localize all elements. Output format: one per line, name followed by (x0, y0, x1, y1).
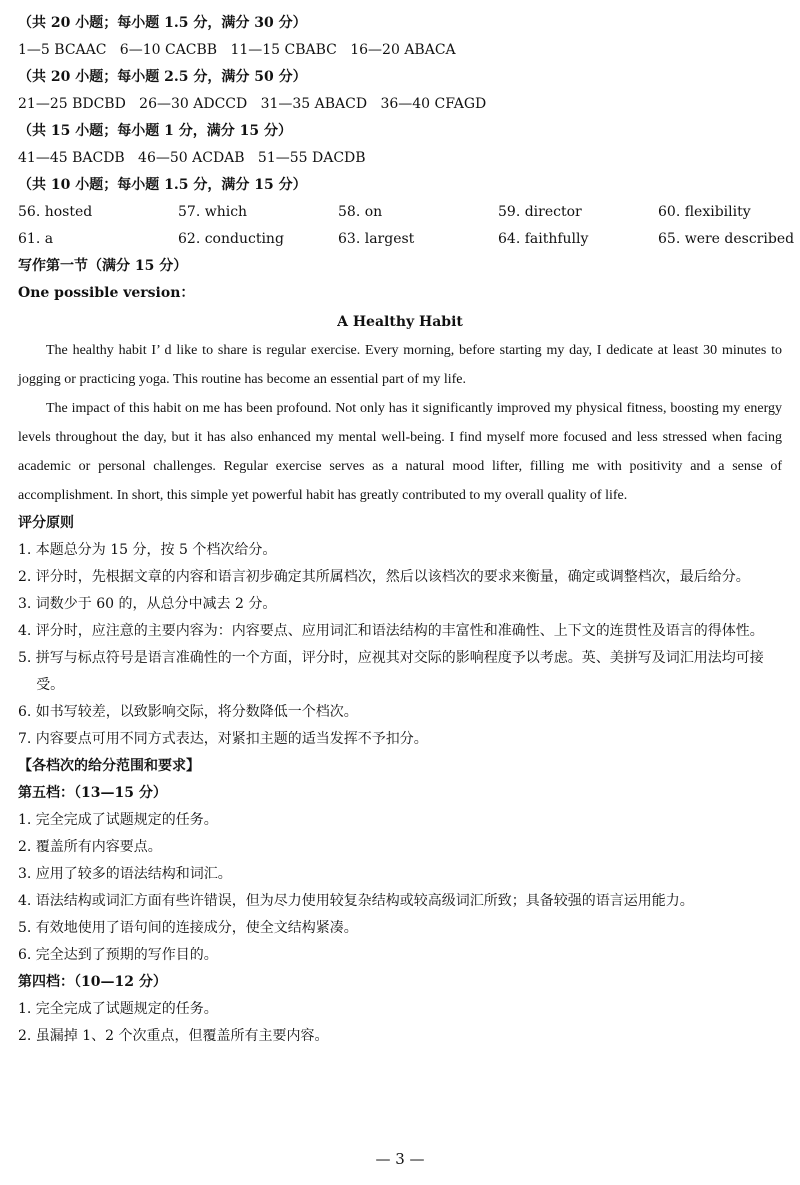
essay-paragraph-2: The impact of this habit on me has been profound. Not only has it significantly improved my physical fitness, boosting my energy levels throughout the day, but it has also enhanced my mental well-being. I find myself more focused and less stressed when facing academic or personal challenges. Regular exercise serves as a natural mood lifter, filling me with positivity and a sense of accomplishment. In short, this simple yet powerful habit has greatly contributed to my overall quality of life. (18, 401, 782, 503)
band5-item: 3. 应用了较多的语法结构和词汇。 (18, 866, 232, 882)
bands-heading: 【各档次的给分范围和要求】 (18, 758, 200, 774)
scoring-rule: 3. 词数少于 60 的，从总分中减去 2 分。 (18, 596, 277, 612)
answer-61: 61. a (18, 231, 54, 247)
section4-row1 (18, 199, 782, 226)
page-number: — 3 — (375, 1150, 425, 1168)
writing-heading: 写作第一节（满分 15 分） (18, 258, 188, 274)
scoring-rule: 2. 评分时，先根据文章的内容和语言初步确定其所属档次，然后以该档次的要求来衡量，确定或调整档次，最后给分。 (18, 569, 750, 585)
band4-item: 1. 完全完成了试题规定的任务。 (18, 1001, 218, 1017)
band5-heading: 第五档：（13—15 分） (18, 785, 167, 801)
answer-64: 64. faithfully (498, 231, 589, 247)
section1-answers: 1—5 BCAAC 6—10 CACBB 11—15 CBABC 16—20 ABACA (18, 42, 456, 58)
answer-58: 58. on (338, 204, 383, 220)
answer-60: 60. flexibility (658, 204, 751, 220)
band5-item: 5. 有效地使用了语句间的连接成分，使全文结构紧凑。 (18, 920, 358, 936)
section3-header: （共 15 小题；每小题 1 分，满分 15 分） (18, 123, 292, 139)
scoring-rule: 4. 评分时，应注意的主要内容为：内容要点、应用词汇和语法结构的丰富性和准确性、上下文的连贯性及语言的得体性。 (18, 623, 764, 639)
section1-header: （共 20 小题；每小题 1.5 分，满分 30 分） (18, 15, 307, 31)
answer-57: 57. which (178, 204, 248, 220)
section2-header: （共 20 小题；每小题 2.5 分，满分 50 分） (18, 69, 307, 85)
band5-item: 2. 覆盖所有内容要点。 (18, 839, 162, 855)
section3-answers: 41—45 BACDB 46—50 ACDAB 51—55 DACDB (18, 150, 366, 166)
band5-item: 4. 语法结构或词汇方面有些许错误，但为尽力使用较复杂结构或较高级词汇所致；具备较强的语言运用能力。 (18, 893, 694, 909)
scoring-rule: 1. 本题总分为 15 分，按 5 个档次给分。 (18, 542, 277, 558)
version-label: One possible version： (18, 285, 195, 301)
section4-header: （共 10 小题；每小题 1.5 分，满分 15 分） (18, 177, 307, 193)
essay-paragraph-1: The healthy habit I’ d like to share is regular exercise. Every morning, before starting my day, I dedicate at least 30 minutes to jogging or practicing yoga. This routine has become an essential part of my life. (18, 343, 782, 387)
section2-answers: 21—25 BDCBD 26—30 ADCCD 31—35 ABACD 36—40 CFAGD (18, 96, 487, 112)
answer-62: 62. conducting (178, 231, 284, 247)
answer-59: 59. director (498, 204, 582, 220)
answer-65: 65. were described (658, 231, 795, 247)
band4-heading: 第四档：（10—12 分） (18, 974, 167, 990)
answer-56: 56. hosted (18, 204, 93, 220)
band5-item: 1. 完全完成了试题规定的任务。 (18, 812, 218, 828)
answer-63: 63. largest (338, 231, 415, 247)
scoring-heading: 评分原则 (18, 515, 74, 531)
essay-title: A Healthy Habit (337, 314, 463, 330)
band4-item: 2. 虽漏掉 1、2 个次重点，但覆盖所有主要内容。 (18, 1028, 329, 1044)
scoring-rule: 6. 如书写较差，以致影响交际，将分数降低一个档次。 (18, 704, 358, 720)
section4-row2 (18, 226, 795, 253)
scoring-rule: 7. 内容要点可用不同方式表达，对紧扣主题的适当发挥不予扣分。 (18, 731, 428, 747)
band5-item: 6. 完全达到了预期的写作目的。 (18, 947, 218, 963)
scoring-rule: 5. 拼写与标点符号是语言准确性的一个方面，评分时，应视其对交际的影响程度予以考虑。英、美拼写及词汇用法均可接受。 (18, 650, 764, 693)
